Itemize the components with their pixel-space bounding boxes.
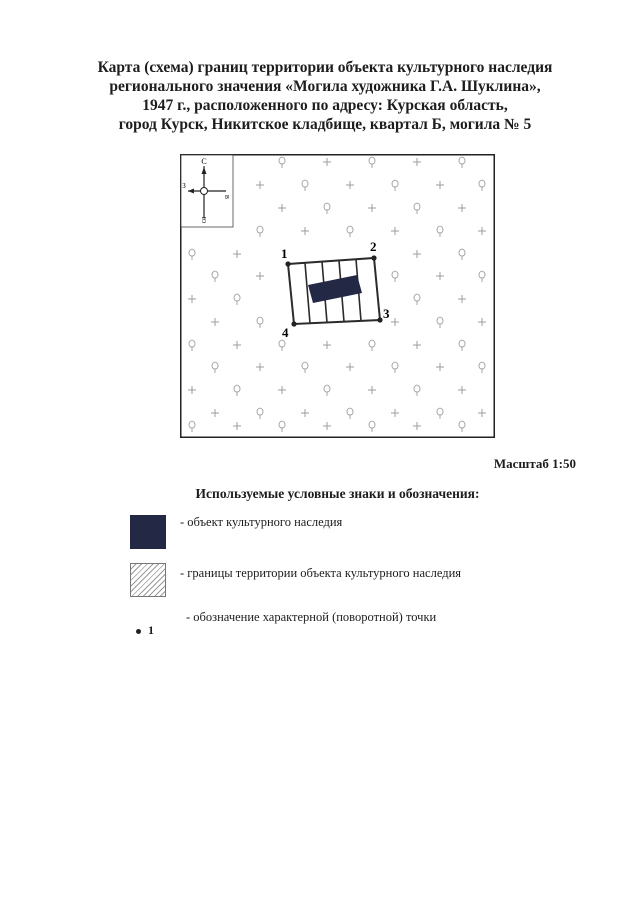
- scale-label: Масштаб 1:50: [493, 456, 576, 471]
- legend-point-text: - обозначение характерной (поворотной) точки: [186, 610, 437, 624]
- point-label-1: 1: [281, 246, 288, 261]
- compass-east: В: [223, 194, 229, 200]
- legend-boundary-text: - границы территории объекта культурного наследия: [180, 566, 462, 580]
- title-line-1: Карта (схема) границ территории объекта культурного наследия: [97, 59, 553, 76]
- title-line-4: город Курск, Никитское кладбище, квартал Б, могила № 5: [118, 116, 532, 133]
- legend-point-symbol: [136, 623, 154, 638]
- map-title: [60, 58, 590, 134]
- legend-point-number: 1: [148, 623, 154, 637]
- point-label-4: 4: [282, 325, 289, 340]
- title-line-2: регионального значения «Могила художника Г.А. Шуклина»,: [109, 78, 541, 95]
- compass-north: С: [201, 157, 207, 166]
- legend-boundary-swatch: [130, 563, 166, 597]
- point-label-2: 2: [370, 239, 377, 254]
- compass-south: Ю: [200, 216, 206, 224]
- point-label-3: 3: [383, 306, 390, 321]
- legend-title: Используемые условные знаки и обозначения:: [195, 486, 480, 501]
- point-dot-icon: [136, 629, 141, 634]
- title-line-3: 1947 г., расположенного по адресу: Курская область,: [142, 97, 508, 114]
- legend-object-text: - объект культурного наследия: [180, 515, 343, 529]
- compass-west: З: [182, 182, 186, 190]
- legend-object-swatch: [130, 515, 166, 549]
- compass-rose: [181, 155, 233, 227]
- map-frame: [180, 154, 495, 438]
